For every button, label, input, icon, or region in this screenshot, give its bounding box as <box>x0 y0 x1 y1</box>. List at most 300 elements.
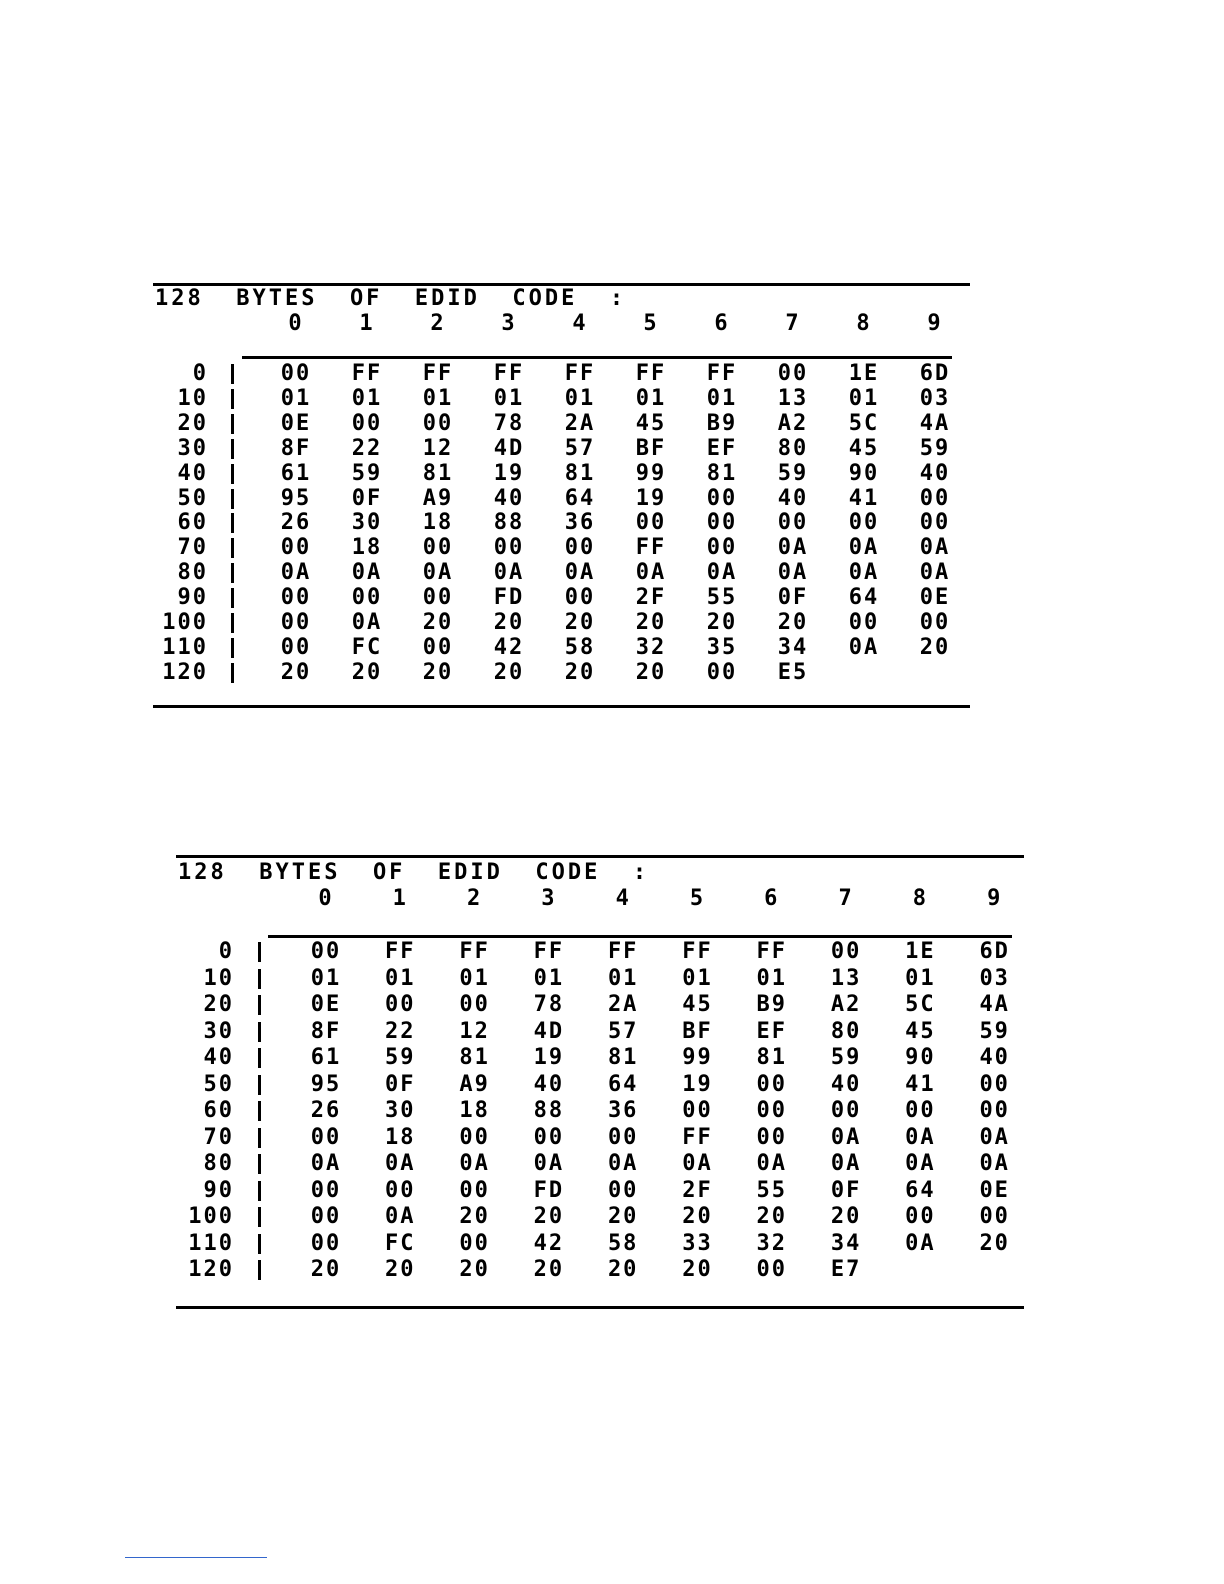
row-offset-label: 100 <box>162 610 208 635</box>
header-rule <box>268 935 1012 938</box>
byte-value: 00 <box>607 1124 639 1150</box>
byte-value: 20 <box>385 1257 416 1282</box>
byte-value: 45 <box>905 1018 936 1044</box>
byte-value: 01 <box>385 965 416 991</box>
byte-value: 81 <box>459 1045 490 1070</box>
row-offset-label: 70 <box>203 1124 234 1150</box>
byte-value: 0A <box>385 1151 416 1176</box>
row-offset-label: 120 <box>162 659 208 685</box>
byte-value: 18 <box>385 1124 416 1150</box>
byte-value: 00 <box>830 1098 862 1123</box>
byte-value: 20 <box>493 610 525 635</box>
byte-value: 00 <box>533 1124 565 1150</box>
byte-value: 01 <box>564 385 596 411</box>
row-offset-label: 100 <box>188 1204 234 1229</box>
byte-value: 88 <box>493 510 525 536</box>
byte-value: 01 <box>280 385 312 411</box>
row-offset-label: 50 <box>203 1071 234 1097</box>
byte-value: 20 <box>459 1257 490 1282</box>
byte-value: FF <box>351 361 383 386</box>
byte-value: 36 <box>564 510 596 536</box>
byte-value: 57 <box>607 1018 639 1044</box>
byte-value: FF <box>607 939 639 964</box>
byte-value: 01 <box>351 385 383 411</box>
row-separator-bar <box>231 613 234 633</box>
byte-value: 20 <box>351 659 383 685</box>
byte-value: 0F <box>385 1071 416 1097</box>
byte-value: 0A <box>848 634 880 660</box>
byte-value: FC <box>385 1230 416 1256</box>
row-separator-bar <box>258 1128 261 1148</box>
row-separator-bar <box>258 1207 261 1227</box>
byte-value: 20 <box>533 1204 565 1229</box>
column-header: 7 <box>785 311 801 336</box>
byte-value: 20 <box>607 1257 639 1282</box>
byte-value: 00 <box>848 510 880 536</box>
row-separator-bar <box>231 414 234 434</box>
byte-value: 59 <box>351 460 383 486</box>
byte-value: 64 <box>607 1071 639 1097</box>
byte-value: 2F <box>682 1177 713 1203</box>
byte-value: 00 <box>310 1204 342 1229</box>
column-header: 3 <box>501 311 517 336</box>
byte-value: 78 <box>493 410 525 436</box>
bottom-rule <box>153 705 970 708</box>
byte-value: FF <box>533 939 565 964</box>
byte-value: 00 <box>706 535 738 561</box>
byte-value: 0E <box>280 410 312 436</box>
byte-value: 2A <box>607 992 639 1017</box>
byte-value: 81 <box>422 460 454 486</box>
column-header: 0 <box>318 886 334 911</box>
byte-value: BF <box>635 435 667 461</box>
byte-value: 0A <box>310 1151 342 1176</box>
byte-value: 81 <box>756 1045 788 1070</box>
byte-value: 0E <box>919 585 951 611</box>
row-separator-bar <box>231 638 234 658</box>
byte-value: 42 <box>493 634 525 660</box>
byte-value: 20 <box>756 1204 788 1229</box>
byte-value: 0A <box>830 1124 862 1150</box>
byte-value: 32 <box>756 1230 788 1256</box>
byte-value: 00 <box>564 585 596 611</box>
byte-value: 90 <box>905 1045 936 1070</box>
byte-value: FF <box>459 939 490 964</box>
byte-value: 00 <box>310 1124 342 1150</box>
byte-value: 81 <box>706 460 738 486</box>
byte-value: 0A <box>756 1151 788 1176</box>
byte-value: 0A <box>905 1124 936 1150</box>
column-header: 7 <box>838 886 854 911</box>
column-header: 4 <box>572 311 588 336</box>
byte-value: 6D <box>979 939 1010 964</box>
column-header: 2 <box>430 311 446 336</box>
byte-value: 22 <box>385 1018 416 1044</box>
row-offset-label: 50 <box>177 485 208 511</box>
byte-value: 95 <box>310 1071 342 1097</box>
byte-value: 00 <box>905 1098 936 1123</box>
row-offset-label: 20 <box>203 992 234 1017</box>
row-separator-bar <box>258 1048 261 1068</box>
byte-value: 00 <box>459 1230 490 1256</box>
table-title: 128 BYTES OF EDID CODE : <box>178 860 650 885</box>
row-separator-bar <box>258 1022 261 1042</box>
byte-value: 19 <box>533 1045 565 1070</box>
byte-value: 0A <box>979 1151 1010 1176</box>
row-offset-label: 80 <box>177 560 208 586</box>
byte-value: B9 <box>756 992 788 1017</box>
row-offset-label: 80 <box>203 1151 234 1176</box>
byte-value: 59 <box>979 1018 1010 1044</box>
byte-value: 0A <box>422 560 454 586</box>
byte-value: 41 <box>905 1071 936 1097</box>
byte-value: 20 <box>919 634 951 660</box>
byte-value: 57 <box>564 435 596 461</box>
byte-value: FF <box>564 361 596 386</box>
byte-value: 00 <box>635 510 667 536</box>
byte-value: 64 <box>848 585 880 611</box>
row-offset-label: 70 <box>177 535 208 561</box>
row-separator-bar <box>231 489 234 509</box>
byte-value: 78 <box>533 992 565 1017</box>
byte-value: 00 <box>351 410 383 436</box>
byte-value: 8F <box>280 435 312 461</box>
byte-value: EF <box>756 1018 788 1044</box>
byte-value: 61 <box>310 1045 342 1070</box>
byte-value: 4A <box>919 410 951 436</box>
row-offset-label: 40 <box>177 460 208 486</box>
byte-value: 01 <box>310 965 342 991</box>
byte-value: 64 <box>564 485 596 511</box>
row-offset-label: 90 <box>177 585 208 611</box>
byte-value: 19 <box>682 1071 713 1097</box>
row-offset-label: 10 <box>177 385 208 411</box>
row-separator-bar <box>231 538 234 558</box>
byte-value: 20 <box>422 659 454 685</box>
byte-value: FC <box>351 634 383 660</box>
byte-value: 12 <box>422 435 454 461</box>
byte-value: 26 <box>280 510 312 536</box>
byte-value: 00 <box>979 1204 1010 1229</box>
row-separator-bar <box>258 1234 261 1254</box>
byte-value: 34 <box>777 634 809 660</box>
byte-value: 00 <box>848 610 880 635</box>
byte-value: FF <box>493 361 525 386</box>
row-offset-label: 30 <box>203 1018 234 1044</box>
byte-value: 20 <box>682 1257 713 1282</box>
byte-value: 01 <box>422 385 454 411</box>
byte-value: 4A <box>979 992 1010 1017</box>
byte-value: 00 <box>422 535 454 561</box>
byte-value: 00 <box>310 939 342 964</box>
byte-value: 00 <box>422 634 454 660</box>
byte-value: 0E <box>310 992 342 1017</box>
byte-value: 30 <box>385 1098 416 1123</box>
byte-value: 45 <box>848 435 880 461</box>
byte-value: 4D <box>493 435 525 461</box>
byte-value: 20 <box>682 1204 713 1229</box>
byte-value: 0E <box>979 1177 1010 1203</box>
byte-value: 00 <box>422 410 454 436</box>
byte-value: 00 <box>422 585 454 611</box>
byte-value: 00 <box>280 634 312 660</box>
byte-value: 20 <box>830 1204 862 1229</box>
row-separator-bar <box>258 1154 261 1174</box>
byte-value: FF <box>682 1124 713 1150</box>
row-separator-bar <box>258 1260 261 1280</box>
byte-value: FD <box>533 1177 565 1203</box>
byte-value: 64 <box>905 1177 936 1203</box>
byte-value: 13 <box>830 965 862 991</box>
byte-value: 03 <box>979 965 1010 991</box>
byte-value: 00 <box>919 510 951 536</box>
byte-value: 40 <box>919 460 951 486</box>
row-separator-bar <box>231 513 234 533</box>
byte-value: 0F <box>830 1177 862 1203</box>
byte-value: 01 <box>635 385 667 411</box>
byte-value: 26 <box>310 1098 342 1123</box>
byte-value: 00 <box>919 610 951 635</box>
column-header: 1 <box>359 311 375 336</box>
byte-value: 20 <box>564 610 596 635</box>
byte-value: 0A <box>564 560 596 586</box>
column-header: 0 <box>288 311 304 336</box>
byte-value: 0A <box>706 560 738 586</box>
byte-value: 4D <box>533 1018 565 1044</box>
byte-value: 00 <box>280 610 312 635</box>
row-offset-label: 30 <box>177 435 208 461</box>
byte-value: 03 <box>919 385 951 411</box>
byte-value: 00 <box>385 992 416 1017</box>
byte-value: 6D <box>919 361 951 386</box>
byte-value: 40 <box>830 1071 862 1097</box>
byte-value: 20 <box>635 610 667 635</box>
byte-value: E7 <box>830 1257 862 1282</box>
byte-value: 99 <box>635 460 667 486</box>
byte-value: 01 <box>459 965 490 991</box>
byte-value: 1E <box>848 361 880 386</box>
byte-value: 20 <box>533 1257 565 1282</box>
row-separator-bar <box>258 969 261 989</box>
row-offset-label: 60 <box>177 510 208 536</box>
byte-value: 0A <box>905 1230 936 1256</box>
row-separator-bar <box>258 1075 261 1095</box>
byte-value: 18 <box>351 535 383 561</box>
byte-value: 01 <box>706 385 738 411</box>
byte-value: 0A <box>848 560 880 586</box>
byte-value: 00 <box>706 485 738 511</box>
byte-value: 59 <box>830 1045 862 1070</box>
byte-value: 20 <box>422 610 454 635</box>
byte-value: 00 <box>459 1124 490 1150</box>
byte-value: FD <box>493 585 525 611</box>
column-header: 2 <box>466 886 483 911</box>
byte-value: 12 <box>459 1018 490 1044</box>
footer-link-underline <box>125 1557 267 1558</box>
byte-value: EF <box>706 435 738 461</box>
byte-value: 01 <box>682 965 713 991</box>
byte-value: 61 <box>280 460 312 486</box>
column-header: 6 <box>764 886 780 911</box>
byte-value: 20 <box>635 659 667 685</box>
byte-value: 45 <box>635 410 667 436</box>
byte-value: FF <box>682 939 713 964</box>
column-header: 4 <box>615 886 631 911</box>
byte-value: E5 <box>777 659 809 685</box>
row-offset-label: 60 <box>203 1098 234 1123</box>
byte-value: 20 <box>280 659 312 685</box>
byte-value: 0A <box>919 560 951 586</box>
byte-value: 2A <box>564 410 596 436</box>
column-header: 3 <box>541 886 557 911</box>
byte-value: 0A <box>533 1151 565 1176</box>
byte-value: 00 <box>351 585 383 611</box>
byte-value: 20 <box>706 610 738 635</box>
byte-value: 81 <box>564 460 596 486</box>
byte-value: A2 <box>830 992 862 1017</box>
byte-value: 01 <box>905 965 936 991</box>
byte-value: 00 <box>493 535 525 561</box>
row-offset-label: 0 <box>218 939 234 964</box>
header-rule <box>242 356 952 359</box>
byte-value: 01 <box>848 385 880 411</box>
byte-value: 40 <box>979 1045 1010 1070</box>
byte-value: 5C <box>905 992 936 1017</box>
byte-value: 80 <box>830 1018 862 1044</box>
row-offset-label: 0 <box>192 361 208 386</box>
byte-value: 00 <box>310 1230 342 1256</box>
bottom-rule <box>176 1306 1024 1309</box>
byte-value: 20 <box>459 1204 490 1229</box>
byte-value: FF <box>756 939 788 964</box>
byte-value: 0A <box>635 560 667 586</box>
byte-value: 0A <box>682 1151 713 1176</box>
byte-value: 88 <box>533 1098 565 1123</box>
column-header: 1 <box>392 886 408 911</box>
byte-value: 00 <box>459 1177 490 1203</box>
byte-value: 13 <box>777 385 809 411</box>
byte-value: 01 <box>533 965 565 991</box>
byte-value: 0F <box>777 585 809 611</box>
byte-value: 81 <box>607 1045 639 1070</box>
byte-value: 59 <box>919 435 951 461</box>
byte-value: 32 <box>635 634 667 660</box>
byte-value: 30 <box>351 510 383 536</box>
row-separator-bar <box>258 942 261 962</box>
byte-value: 00 <box>756 1257 788 1282</box>
byte-value: FF <box>385 939 416 964</box>
byte-value: 8F <box>310 1018 342 1044</box>
byte-value: 18 <box>459 1098 490 1123</box>
byte-value: 00 <box>756 1098 788 1123</box>
byte-value: 20 <box>607 1204 639 1229</box>
column-header: 5 <box>643 311 659 336</box>
byte-value: 41 <box>848 485 880 511</box>
byte-value: 20 <box>564 659 596 685</box>
row-offset-label: 110 <box>188 1230 234 1256</box>
byte-value: 1E <box>905 939 936 964</box>
byte-value: 01 <box>607 965 639 991</box>
row-separator-bar <box>258 1101 261 1121</box>
row-separator-bar <box>231 364 234 384</box>
row-separator-bar <box>231 389 234 409</box>
byte-value: FF <box>422 361 454 386</box>
byte-value: 00 <box>280 585 312 611</box>
byte-value: 20 <box>493 659 525 685</box>
row-offset-label: 40 <box>203 1045 234 1070</box>
row-separator-bar <box>258 995 261 1015</box>
byte-value: 80 <box>777 435 809 461</box>
byte-value: 00 <box>385 1177 416 1203</box>
byte-value: 00 <box>919 485 951 511</box>
row-separator-bar <box>231 439 234 459</box>
byte-value: 35 <box>706 634 738 660</box>
byte-value: 33 <box>682 1230 713 1256</box>
byte-value: 58 <box>607 1230 639 1256</box>
byte-value: 00 <box>830 939 862 964</box>
byte-value: 0A <box>459 1151 490 1176</box>
row-offset-label: 10 <box>203 965 234 991</box>
byte-value: FF <box>635 361 667 386</box>
row-separator-bar <box>231 464 234 484</box>
byte-value: 5C <box>848 410 880 436</box>
byte-value: 20 <box>777 610 809 635</box>
byte-value: 0A <box>607 1151 639 1176</box>
column-header: 6 <box>714 311 730 336</box>
column-header: 5 <box>689 886 706 911</box>
byte-value: 55 <box>706 585 738 611</box>
row-separator-bar <box>258 1181 261 1201</box>
byte-value: 22 <box>351 435 383 461</box>
byte-value: 01 <box>756 965 788 991</box>
byte-value: 0A <box>848 535 880 561</box>
byte-value: 00 <box>777 510 809 536</box>
column-header: 9 <box>927 311 943 336</box>
byte-value: 34 <box>830 1230 862 1256</box>
byte-value: 99 <box>682 1045 713 1070</box>
column-header: 8 <box>856 311 872 336</box>
byte-value: 20 <box>310 1257 342 1282</box>
byte-value: 40 <box>533 1071 565 1097</box>
byte-value: 90 <box>848 460 880 486</box>
byte-value: 40 <box>493 485 525 511</box>
byte-value: 01 <box>493 385 525 411</box>
byte-value: 95 <box>280 485 312 511</box>
byte-value: 0A <box>351 560 383 586</box>
byte-value: 00 <box>979 1098 1010 1123</box>
byte-value: 0A <box>777 560 809 586</box>
byte-value: 00 <box>280 361 312 386</box>
byte-value: 00 <box>607 1177 639 1203</box>
byte-value: 58 <box>564 634 596 660</box>
byte-value: 18 <box>422 510 454 536</box>
byte-value: A2 <box>777 410 809 436</box>
byte-value: 00 <box>682 1098 713 1123</box>
byte-value: 0A <box>351 610 383 635</box>
byte-value: 00 <box>756 1124 788 1150</box>
byte-value: 2F <box>635 585 667 611</box>
byte-value: 59 <box>385 1045 416 1070</box>
byte-value: 40 <box>777 485 809 511</box>
byte-value: 0A <box>385 1204 416 1229</box>
row-separator-bar <box>231 563 234 583</box>
byte-value: FF <box>635 535 667 561</box>
byte-value: 42 <box>533 1230 565 1256</box>
byte-value: 00 <box>905 1204 936 1229</box>
byte-value: 00 <box>777 361 809 386</box>
table-title: 128 BYTES OF EDID CODE : <box>155 286 627 311</box>
top-rule <box>176 855 1024 858</box>
